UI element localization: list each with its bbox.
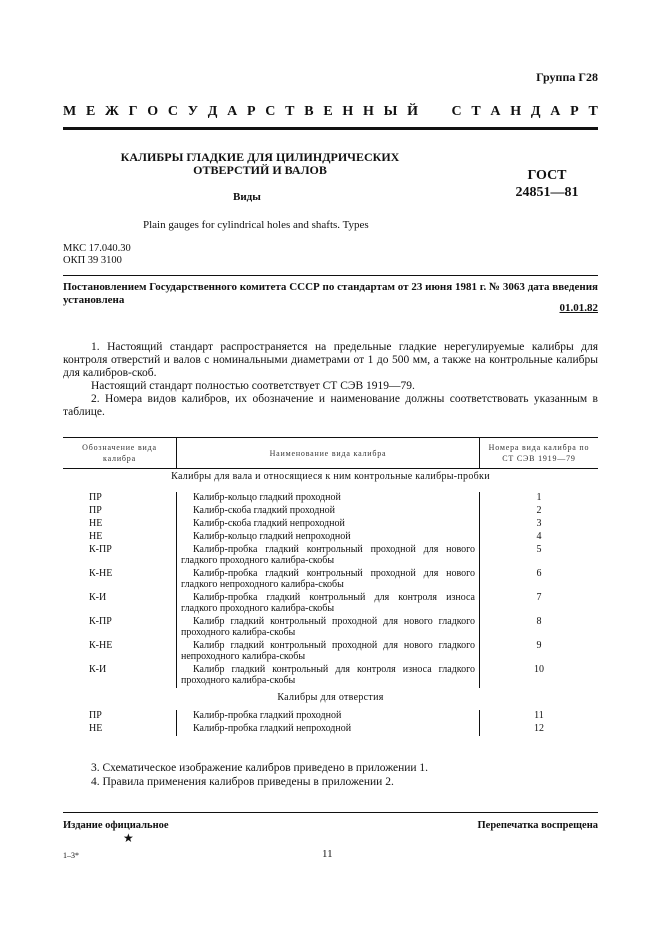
cell-name: Калибр-кольцо гладкий проходной [177,492,480,505]
section-shafts-label: Калибры для вала и относящиеся к ним контрольные калибры-пробки [171,471,490,482]
official-edition-label: Издание официальное [63,820,169,831]
table-row [63,640,598,664]
heading-letter: У [187,104,199,119]
gost-label: ГОСТ [527,168,567,183]
heading-letter: Д [530,104,541,119]
cell-name: Калибр-пробка гладкий проходной [177,710,480,723]
section-row [63,688,598,710]
imprint-mark: 1–3* [63,851,79,860]
heading-letter: О [147,104,159,119]
header-name: Наименование вида калибра [177,438,480,469]
cell-name: Калибр гладкий контрольный проходной для нового гладкого непроходного калибра-скобы [177,640,480,664]
heading-letter: С [451,104,462,119]
cell-name: Калибр гладкий контрольный проходной для нового гладкого проходного калибра-скобы [177,616,480,640]
heading-letter: Ы [383,104,398,119]
okp-code: ОКП 39 3100 [63,255,122,266]
heading-letter: Р [570,104,579,119]
page-number: 11 [322,848,333,860]
heading-letter: Т [588,104,598,119]
cell-designation: К-ПР [89,616,112,627]
cell-designation: НЕ [89,518,103,529]
table-row [63,505,598,518]
star-icon: ★ [123,831,134,845]
cell-number: 4 [536,531,542,542]
heading-letter: Е [323,104,333,119]
interstate-standard-heading [63,104,598,120]
effective-date: 01.01.82 [559,302,598,314]
cell-number: 8 [536,616,542,627]
title-line-1: КАЛИБРЫ ГЛАДКИЕ ДЛЯ ЦИЛИНДРИЧЕСКИХ [120,150,400,164]
cell-designation: К-И [89,592,107,603]
heading-letter: С [167,104,179,119]
cell-designation: НЕ [89,531,103,542]
table-row [63,723,598,736]
cell-designation: ПР [89,710,102,721]
header-number: Номера вида калибра по СТ СЭВ 1919—79 [480,438,599,469]
cell-number: 3 [536,518,542,529]
footer-rule [63,812,598,813]
cell-name: Калибр-скоба гладкий непроходной [177,518,480,531]
heading-letter: Н [363,104,374,119]
reprint-prohibited-label: Перепечатка воспрещена [477,820,598,831]
decree-rule [63,275,598,276]
table-row [63,616,598,640]
section-row [63,469,598,493]
classification-codes [63,243,131,267]
header-designation: Обозначение вида калибра [63,438,177,469]
heading-letter: Г [128,104,138,119]
cell-number: 11 [534,710,544,721]
cell-number: 12 [534,723,544,734]
cell-name: Калибр-пробка гладкий контрольный проходной для нового гладкого непроходного калибра-скобы [177,568,480,592]
cell-number: 5 [536,544,542,555]
cell-number: 7 [536,592,542,603]
decree-text: Постановлением Государственного комитета СССР по стандартам от 23 июня 1981 г. № 3063 дата введения установлена [63,281,598,306]
gauge-types-table [63,437,598,736]
heading-letter: В [304,104,314,119]
cell-name: Калибр-скоба гладкий проходной [177,505,480,518]
heading-letter: Н [342,104,354,119]
document-title [100,151,420,177]
cell-designation: К-ПР [89,544,112,555]
table-row [63,710,598,723]
heading-letter: А [550,104,561,119]
paragraph-4: 4. Правила применения калибров приведены в приложении 2. [91,776,394,788]
cell-name: Калибр-пробка гладкий непроходной [177,723,480,736]
cell-name: Калибр гладкий контрольный для контроля износа гладкого проходного калибра-скобы [177,664,480,688]
subtitle-kinds: Виды [233,191,261,203]
gost-code: 24851—81 [515,185,579,200]
heading-gap [428,104,442,120]
heading-letter: А [227,104,238,119]
cell-designation: ПР [89,505,102,516]
cell-designation: ПР [89,492,102,503]
section-holes-label: Калибры для отверстия [277,692,384,703]
heading-letter: Т [285,104,295,119]
heading-letter: С [265,104,276,119]
gost-number [505,167,589,201]
paragraph-2: 2. Номера видов калибров, их обозначение и наименование должны соответствовать указанным в таблице. [63,393,598,418]
header-rule [63,127,598,130]
title-line-2: ОТВЕРСТИЙ И ВАЛОВ [193,163,327,177]
table-row [63,531,598,544]
table-header-row [63,438,598,469]
heading-letter: Д [207,104,218,119]
heading-letter: Й [407,104,419,119]
cell-name: Калибр-пробка гладкий контрольный проходной для нового гладкого проходного калибра-скобы [177,544,480,568]
cell-designation: К-НЕ [89,568,113,579]
cell-number: 1 [536,492,542,503]
table-row [63,518,598,531]
table-row [63,544,598,568]
cell-number: 6 [536,568,542,579]
table-row [63,492,598,505]
paragraph-1: 1. Настоящий стандарт распространяется на предельные гладкие нерегулируемые калибры для контроля отверстий и валов с номинальными диаметрами от 1 до 500 мм, а также на контрольные калибры для калибров-скоб. [63,341,598,379]
cell-number: 10 [534,664,544,675]
table-row [63,664,598,688]
cell-number: 9 [536,640,542,651]
heading-letter: А [490,104,501,119]
cell-number: 2 [536,505,542,516]
table-row [63,592,598,616]
cell-designation: НЕ [89,723,103,734]
table-row [63,568,598,592]
cell-designation: К-НЕ [89,640,113,651]
heading-letter: Н [510,104,522,119]
paragraph-compliance: Настоящий стандарт полностью соответствует СТ СЭВ 1919—79. [91,380,415,392]
heading-letter: Р [247,104,256,119]
paragraph-3: 3. Схематическое изображение калибров приведено в приложении 1. [91,762,429,774]
cell-name: Калибр-кольцо гладкий непроходной [177,531,480,544]
heading-letter: Т [471,104,481,119]
group-label: Группа Г28 [536,70,598,84]
heading-letter: Ж [105,104,119,119]
heading-letter: Е [85,104,96,119]
cell-name: Калибр-пробка гладкий контрольный для контроля износа гладкого проходного калибра-скобы [177,592,480,616]
english-title: Plain gauges for cylindrical holes and shafts. Types [143,219,369,231]
cell-designation: К-И [89,664,107,675]
heading-letter: М [63,104,77,119]
mks-code: МКС 17.040.30 [63,243,131,254]
